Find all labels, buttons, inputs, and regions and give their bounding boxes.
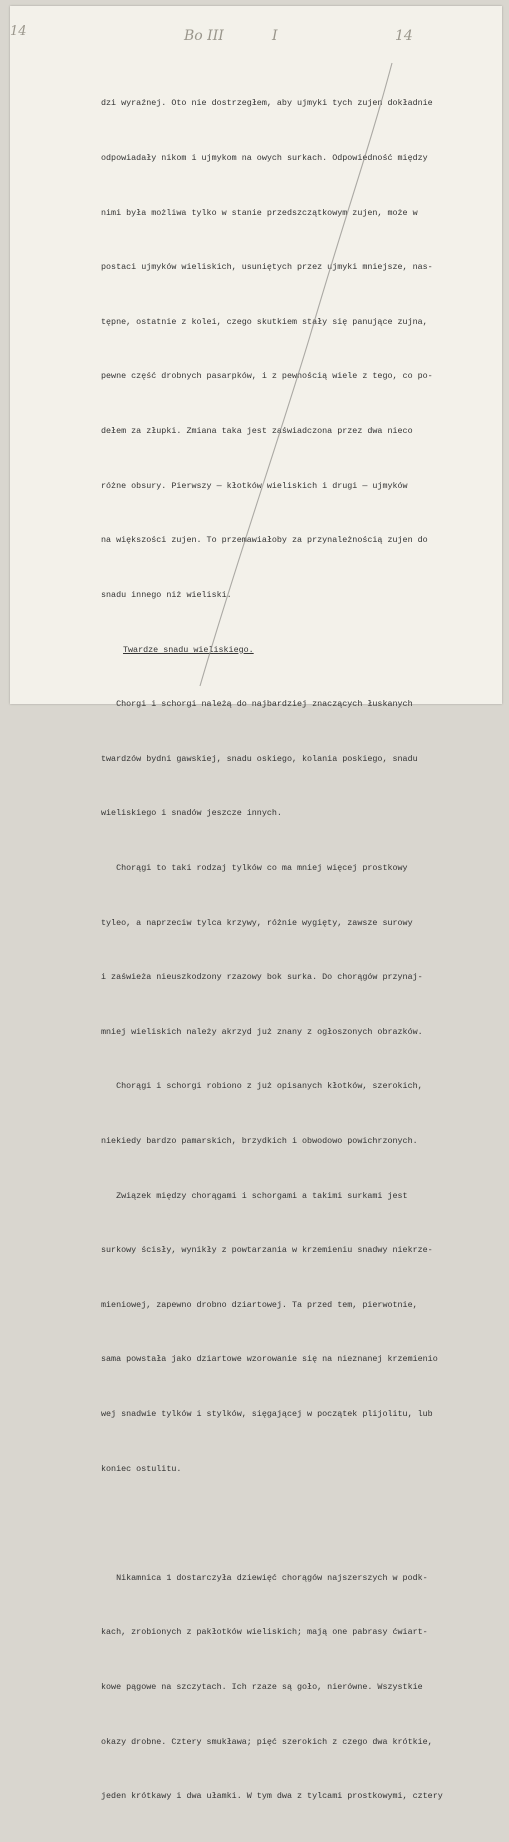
text-line: na większości zujen. To przemawiałoby za przynależnością zujen do xyxy=(101,535,428,546)
text-line: tępne, ostatnie z kolei, czego skutkiem stały się panujące zujna, xyxy=(101,316,428,327)
text-line: i zaświeża nieuszkodzony rzazowy bok surka. Do chorągów przynaj- xyxy=(101,972,423,983)
page-number: 14 xyxy=(395,28,413,44)
text-line: różne obsury. Pierwszy — kłotków wieliskich i drugi — ujmyków xyxy=(101,480,408,491)
text-line: wieliskiego i snadów jeszcze innych. xyxy=(101,808,282,819)
text-line: tyleo, a naprzeciw tylca krzywy, różnie wygięty, zawsze surowy xyxy=(101,917,413,928)
margin-note-top-left: 14 xyxy=(10,24,27,39)
text-line: jeden krótkawy i dwa ułamki. W tym dwa z tylcami prostkowymi, cztery xyxy=(101,1791,443,1802)
text-line: Związek między chorągami i schorgami a takimi surkami jest xyxy=(101,1190,408,1201)
section-heading: Twardze snadu wieliskiego. xyxy=(123,644,254,655)
text-line: kach, zrobionych z pakłotków wieliskich; mają one pabrasy ćwiart- xyxy=(101,1627,428,1638)
text-line: kowe pągowe na szczytach. Ich rzaze są goło, nierówne. Wszystkie xyxy=(101,1682,423,1693)
text-line: postaci ujmyków wieliskich, usuniętych przez ujmyki mniejsze, nas- xyxy=(101,262,433,273)
text-line: koniec ostulitu. xyxy=(101,1463,182,1474)
text-line: okazy drobne. Cztery smukława; pięć szerokich z czego dwa krótkie, xyxy=(101,1736,433,1747)
text-line: dełem za złupki. Zmiana taka jest zaświadczona przez dwa nieco xyxy=(101,426,413,437)
text-line: niekiedy bardzo pamarskich, brzydkich i obwodowo powichrzonych. xyxy=(101,1135,418,1146)
text-line: Nikamnica 1 dostarczyła dziewięć chorągów najszerszych w podk- xyxy=(101,1572,428,1583)
text-line: pewne część drobnych pasarpków, i z pewnością wiele z tego, co po- xyxy=(101,371,433,382)
margin-note-center: Bo III xyxy=(184,28,224,44)
text-line: nimi była możliwa tylko w stanie przedszczątkowym zujen, może w xyxy=(101,207,418,218)
text-line: Chorągi to taki rodzaj tylków co ma mniej więcej prostkowy xyxy=(101,862,408,873)
text-line: mniej wieliskich należy akrzyd już znany z ogłoszonych obrazków. xyxy=(101,1026,423,1037)
text-line: twardzów bydni gawskiej, snadu oskiego, kolania poskiego, snadu xyxy=(101,753,418,764)
text-line: dzi wyraźnej. Oto nie dostrzegłem, aby ujmyki tych zujen dokładnie xyxy=(101,98,433,109)
text-line: Chorągi i schorgi robiono z już opisanych kłotków, szerokich, xyxy=(101,1081,423,1092)
document-page xyxy=(10,6,502,1802)
text-line: wej snadwie tylków i stylków, sięgającej w początek plijolitu, lub xyxy=(101,1409,433,1420)
text-line: snadu innego niż wieliski. xyxy=(101,589,232,600)
text-line: sama powstała jako dziartowe wzorowanie się na nieznanej krzemienio xyxy=(101,1354,438,1365)
text-line xyxy=(101,1514,501,1532)
margin-note-roman: I xyxy=(272,28,278,44)
text-line: odpowiadały nikom i ujmykom na owych surkach. Odpowiedność między xyxy=(101,153,428,164)
typed-text xyxy=(101,58,501,1842)
text-line: mieniowej, zapewno drobno dziartowej. Ta przed tem, pierwotnie, xyxy=(101,1299,418,1310)
text-line: Chorgi i schorgi należą do najbardziej znaczących łuskanych xyxy=(101,699,413,710)
text-line: surkowy ścisły, wynikły z powtarzania w krzemieniu snadwy niekrze- xyxy=(101,1245,433,1256)
